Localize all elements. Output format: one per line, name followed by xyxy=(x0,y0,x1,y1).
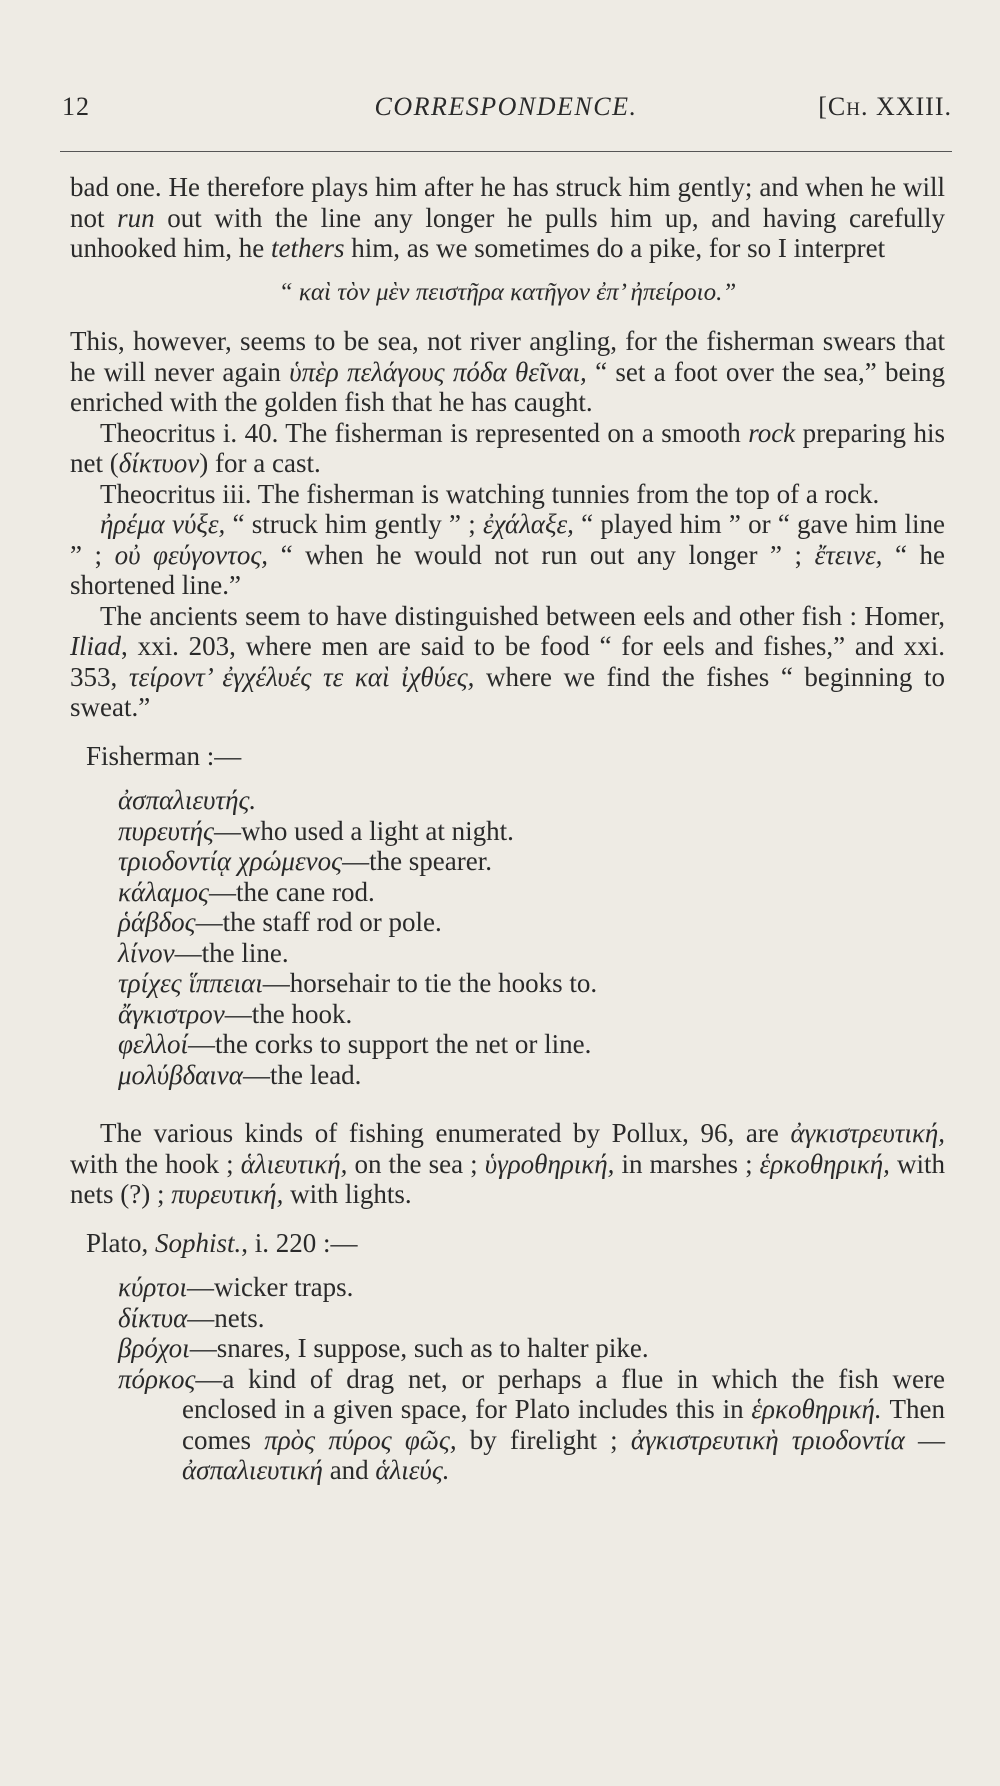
list-item-hanging: πόρκος—a kind of drag net, or perhaps a flue in which the fish were enclosed in a given space, for Plato includes this in ἑρκοθηρική. Then comes πρὸς πύρος φῶς, by firelight ; ἀγκιστρευτικὴ τριοδοντία — ἀσπαλιευτική and ἁλιεύς. xyxy=(118,1363,946,1485)
list-item: μολύβδαινα—the lead. xyxy=(118,1059,362,1090)
greek-quotation: “ καὶ τὸν μὲν πειστῆρα κατῆγον ἐπ’ ἠπείροιο.” xyxy=(278,278,737,306)
running-header xyxy=(60,92,952,128)
chapter-reference: [CH. XXIII. xyxy=(818,92,952,121)
list-item: κύρτοι—wicker traps. xyxy=(118,1272,354,1302)
paragraph: Theocritus i. 40. The fisherman is represented on a smooth rock preparing his net (δίκτυον) for a cast. xyxy=(70,417,945,478)
list-item: δίκτυα—nets. xyxy=(118,1302,265,1333)
paragraph: The various kinds of fishing enumerated by Pollux, 96, are ἀγκιστρευτική, with the hook ; ἁλιευτική, on the sea ; ὑγροθηρική, in marshes ; ἑρκοθηρική, with nets (?) ; πυρευτική, with lights. xyxy=(70,1118,945,1209)
paragraph: bad one. He therefore plays him after he has struck him gently; and when he will not run out with the line any longer he pulls him up, and having carefully unhooked him, he tethers him, as we sometimes do a pike, for so I interpret xyxy=(70,172,945,263)
list-item: πυρευτής—who used a light at night. xyxy=(118,815,514,846)
list-item: φελλοί—the corks to support the net or line. xyxy=(118,1029,592,1059)
paragraph: Theocritus iii. The fisherman is watching tunnies from the top of a rock. xyxy=(100,478,880,509)
page-body xyxy=(70,172,945,1486)
section-label: Fisherman :— xyxy=(86,740,242,771)
list-item: ἀσπαλιευτής. xyxy=(118,785,257,815)
section-label: Plato, Sophist., i. 220 :— xyxy=(86,1227,358,1258)
paragraph: This, however, seems to be sea, not river angling, for the fisherman swears that he will never again ὑπὲρ πελάγους πόδα θεῖναι, “ set a foot over the sea,” being enriched with the golden fish that he has caught. xyxy=(70,326,945,417)
list-item: τρίχες ἵππειαι—horsehair to tie the hooks to. xyxy=(118,968,598,998)
page-number: 12 xyxy=(62,92,90,121)
fisherman-term-list xyxy=(118,785,945,1090)
list-item: τριοδοντίᾳ χρώμενος—the spearer. xyxy=(118,846,492,876)
paragraph: The ancients seem to have distinguished between eels and other fish : Homer, Iliad, xxi. 203, where men are said to be food “ for eels and fishes,” and xxi. 353, τείροντ’ ἐγχέλυές τε καὶ ἰχθύες, where we find the fishes “ beginning to sweat.” xyxy=(70,600,946,722)
plato-term-list xyxy=(118,1272,945,1364)
list-item: βρόχοι—snares, I suppose, such as to halter pike. xyxy=(118,1333,649,1363)
list-item: κάλαμος—the cane rod. xyxy=(118,876,375,907)
list-item: ῥάβδος—the staff rod or pole. xyxy=(118,907,442,937)
paragraph: ἠρέμα νύξε, “ struck him gently ” ; ἐχάλαξε, “ played him ” or “ gave him line ” ; οὐ φεύγοντος, “ when he would not run out any longer ” ; ἔτεινε, “ he shortened line.” xyxy=(70,509,946,600)
list-item: λίνον—the line. xyxy=(118,937,289,968)
list-item: ἄγκιστρον—the hook. xyxy=(118,998,353,1029)
header-rule xyxy=(60,151,952,152)
running-title: CORRESPONDENCE. xyxy=(374,92,638,121)
